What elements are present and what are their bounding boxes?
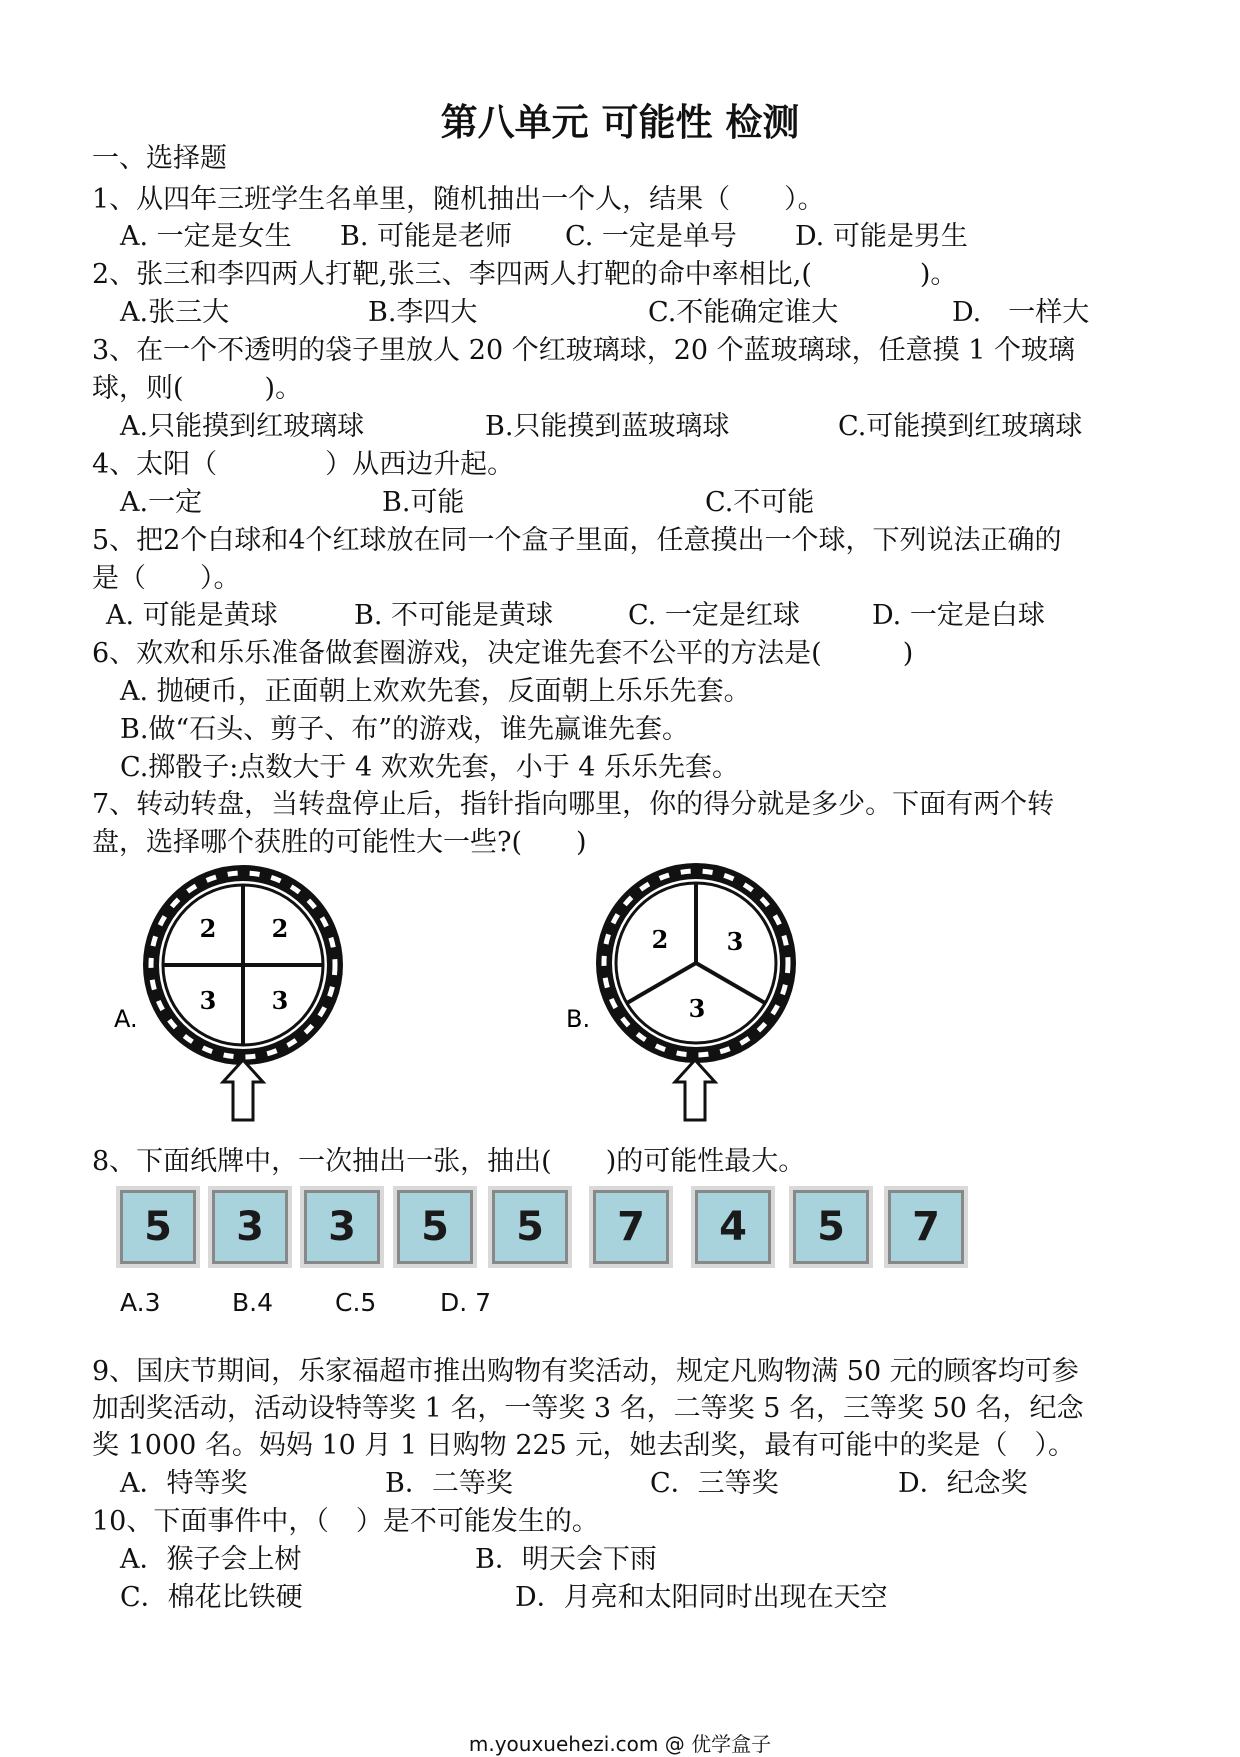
q2-option-d: D. 一样大: [952, 297, 1090, 328]
q9-option-c: C．三等奖: [650, 1468, 779, 1499]
page-title: 第八单元 可能性 检测: [440, 101, 800, 144]
q10-option-a: A．猴子会上树: [120, 1544, 302, 1575]
question-9-text-line3: 奖 1000 名。妈妈 10 月 1 日购物 225 元，她去刮奖，最有可能中的奖是（ ）。: [92, 1430, 1075, 1461]
q1-option-b: B. 可能是老师: [340, 221, 513, 252]
spinner-b-sector-3: 3: [688, 994, 706, 1023]
q5-option-b: B. 不可能是黄球: [354, 600, 554, 631]
spinner-b-sector-2: 3: [726, 927, 744, 956]
q6-option-c: C.掷骰子:点数大于 4 欢欢先套，小于 4 乐乐先套。: [120, 752, 740, 783]
q9-option-d: D．纪念奖: [898, 1468, 1028, 1499]
card: 4: [695, 1190, 771, 1264]
question-1-text: 1、从四年三班学生名单里，随机抽出一个人，结果（ ）。: [92, 184, 825, 215]
q2-option-c: C.不能确定谁大: [648, 297, 839, 328]
q4-option-c: C.不可能: [705, 487, 815, 518]
question-9-text-line2: 加刮奖活动，活动设特等奖 1 名，一等奖 3 名，二等奖 5 名，三等奖 50 名，纪念: [92, 1393, 1084, 1424]
section-heading: 一、选择题: [92, 143, 227, 174]
spinner-a-pointer-arrow: [223, 1060, 263, 1120]
q4-option-a: A.一定: [120, 487, 203, 518]
q1-option-d: D. 可能是男生: [795, 221, 968, 252]
card: 7: [593, 1190, 669, 1264]
q9-option-a: A．特等奖: [120, 1468, 248, 1499]
card: 5: [793, 1190, 869, 1264]
q1-option-c: C. 一定是单号: [565, 221, 737, 252]
question-8-text: 8、下面纸牌中，一次抽出一张，抽出( )的可能性最大。: [92, 1146, 806, 1177]
q10-option-b: B．明天会下雨: [475, 1544, 657, 1575]
card: 5: [492, 1190, 568, 1264]
q5-option-a: A. 可能是黄球: [106, 600, 278, 631]
question-2-text: 2、张三和李四两人打靶,张三、李四两人打靶的命中率相比,( )。: [92, 259, 958, 290]
spinner-b-label: B.: [566, 1005, 591, 1033]
q3-option-a: A.只能摸到红玻璃球: [120, 411, 365, 442]
question-10-text: 10、下面事件中，（ ）是不可能发生的。: [92, 1506, 599, 1537]
question-6-text: 6、欢欢和乐乐准备做套圈游戏，决定谁先套不公平的方法是( ): [92, 638, 914, 669]
card: 5: [397, 1190, 473, 1264]
spinner-a: [100, 860, 380, 1130]
q8-option-c: C.5: [335, 1288, 377, 1317]
q8-option-d: D. 7: [440, 1288, 492, 1317]
spinner-a-label: A.: [114, 1005, 138, 1033]
spinner-a-sector-4: 3: [271, 986, 289, 1015]
question-5-text-line2: 是（ ）。: [92, 563, 241, 594]
question-9-text-line1: 9、国庆节期间，乐家福超市推出购物有奖活动，规定凡购物满 50 元的顾客均可参: [92, 1356, 1079, 1387]
card: 3: [212, 1190, 288, 1264]
question-7-text-line2: 盘，选择哪个获胜的可能性大一些?( ): [92, 827, 587, 858]
card: 5: [120, 1190, 196, 1264]
question-5-text-line1: 5、把2个白球和4个红球放在同一个盒子里面，任意摸出一个球，下列说法正确的: [92, 525, 1062, 556]
spinner-a-sector-1: 2: [199, 914, 217, 943]
spinner-a-sector-2: 2: [271, 914, 289, 943]
card: 7: [888, 1190, 964, 1264]
q8-option-a: A.3: [120, 1288, 161, 1317]
q6-option-b: B.做“石头、剪子、布”的游戏，谁先赢谁先套。: [120, 714, 690, 745]
q4-option-b: B.可能: [382, 487, 465, 518]
q2-option-a: A.张三大: [120, 297, 230, 328]
question-4-text: 4、太阳（ ）从西边升起。: [92, 449, 515, 480]
q8-option-b: B.4: [232, 1288, 274, 1317]
q5-option-d: D. 一定是白球: [872, 600, 1045, 631]
q6-option-a: A. 抛硬币，正面朝上欢欢先套，反面朝上乐乐先套。: [120, 676, 751, 707]
q3-option-c: C.可能摸到红玻璃球: [838, 411, 1083, 442]
q2-option-b: B.李四大: [368, 297, 478, 328]
question-3-text-line1: 3、在一个不透明的袋子里放人 20 个红玻璃球，20 个蓝玻璃球，任意摸 1 个玻璃: [92, 335, 1075, 366]
q1-option-a: A. 一定是女生: [120, 221, 292, 252]
q3-option-b: B.只能摸到蓝玻璃球: [485, 411, 730, 442]
q10-option-c: C．棉花比铁硬: [120, 1582, 303, 1613]
q10-option-d: D．月亮和太阳同时出现在天空: [515, 1582, 888, 1613]
q9-option-b: B．二等奖: [385, 1468, 513, 1499]
q5-option-c: C. 一定是红球: [628, 600, 800, 631]
spinner-b-pointer-arrow: [675, 1060, 715, 1120]
card: 3: [304, 1190, 380, 1264]
footer-watermark: m.youxuehezi.com @ 优学盒子: [468, 1732, 772, 1756]
spinner-a-sector-3: 3: [199, 986, 217, 1015]
spinner-b-sector-1: 2: [651, 925, 669, 954]
spinner-b: [560, 860, 840, 1130]
question-7-text-line1: 7、转动转盘，当转盘停止后，指针指向哪里，你的得分就是多少。下面有两个转: [92, 789, 1055, 820]
question-3-text-line2: 球，则( )。: [92, 373, 303, 404]
